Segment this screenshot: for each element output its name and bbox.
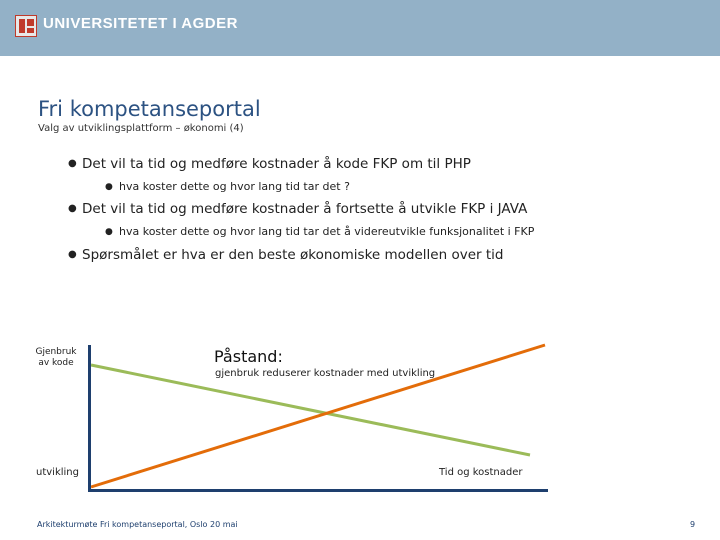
sub-bullet-text: hva koster dette og hvor lang tid tar det ? xyxy=(119,180,350,193)
sub-bullet-text: hva koster dette og hvor lang tid tar det å videreutvikle funksjonalitet i FKP xyxy=(119,225,535,238)
y-axis xyxy=(88,345,91,492)
bullet-dot-icon: ● xyxy=(68,158,77,169)
bullet-dot-icon: ● xyxy=(105,182,113,192)
development-cost-line xyxy=(91,345,545,487)
bullet-text: Spørsmålet er hva er den beste økonomiske modellen over tid xyxy=(82,247,504,263)
y-axis-label: Gjenbruk av kode xyxy=(35,347,77,368)
bullet-text: Det vil ta tid og medføre kostnader å kode FKP om til PHP xyxy=(82,156,471,172)
claim-title: Påstand: xyxy=(214,347,283,366)
x-axis xyxy=(88,489,548,492)
page-number: 9 xyxy=(690,520,696,529)
bullet-text: Det vil ta tid og medføre kostnader å fortsette å utvikle FKP i JAVA xyxy=(82,201,528,217)
slide-title: Fri kompetanseportal xyxy=(38,97,261,121)
bullet-dot-icon: ● xyxy=(105,227,113,237)
slide-subtitle: Valg av utviklingsplattform – økonomi (4) xyxy=(38,123,244,134)
bullet-dot-icon: ● xyxy=(68,203,77,214)
org-name: UNIVERSITETET I AGDER xyxy=(43,15,238,32)
bullet-dot-icon: ● xyxy=(68,249,77,260)
footer-text: Arkitekturmøte Fri kompetanseportal, Oslo 20 mai xyxy=(37,520,238,529)
x-axis-right-label: Tid og kostnader xyxy=(439,467,523,478)
claim-text: gjenbruk reduserer kostnader med utvikling xyxy=(215,368,436,379)
x-axis-left-label: utvikling xyxy=(36,467,79,478)
